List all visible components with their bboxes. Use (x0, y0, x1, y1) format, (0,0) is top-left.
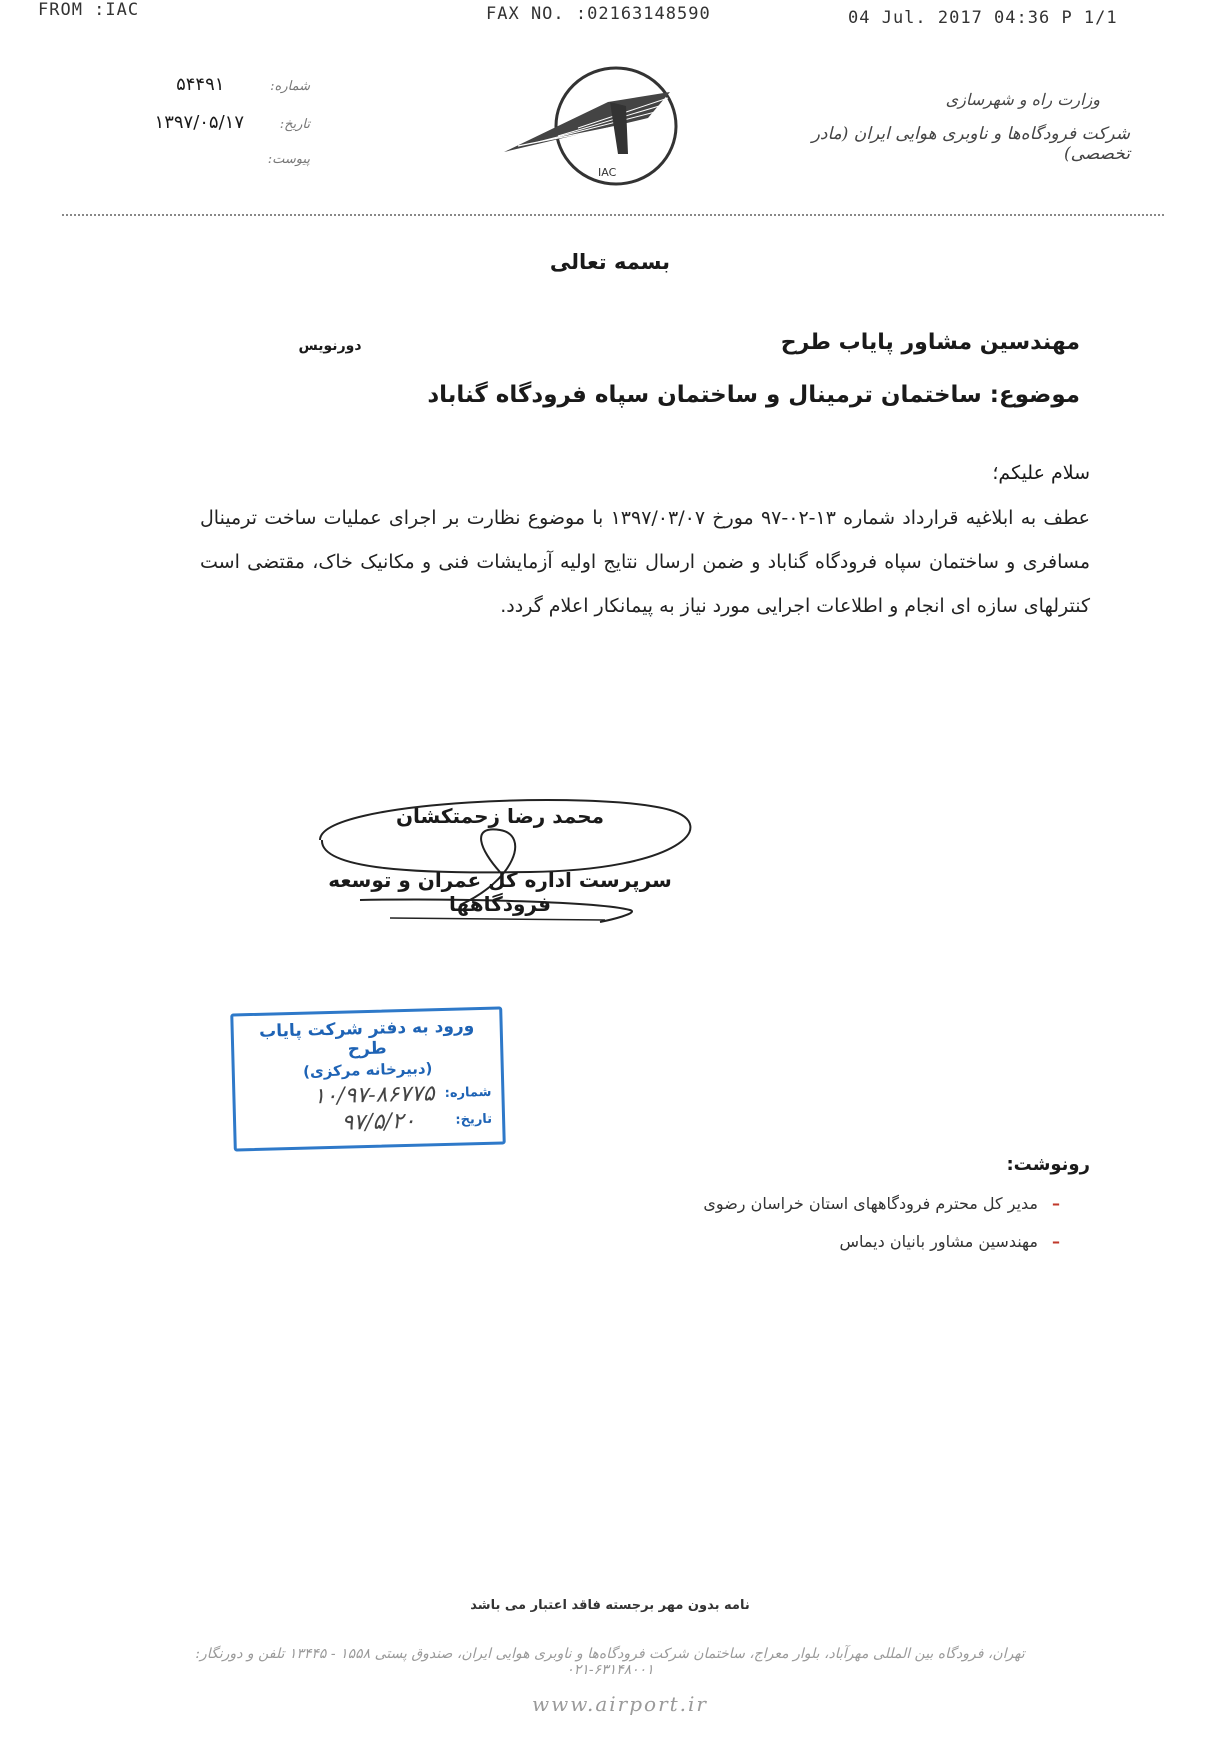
letter-number-label: شماره: (270, 79, 310, 94)
letter-number-row (110, 74, 310, 95)
footer-address: تهران، فرودگاه بین المللی مهرآباد، بلوار معراج، ساختمان شرکت فرودگاه‌ها و ناوبری هوایی ایران، صندوق پستی ۱۵۵۸ - ۱۳۴۴۵ تلفن و دورنگار: ۶۳۱۴۸۰۰۱-۰۲۱ (195, 1646, 1025, 1678)
ministry-name: وزارت راه و شهرسازی (945, 90, 1100, 109)
stamp-title: ورود به دفتر شرکت پایاب طرح (258, 1016, 475, 1060)
header-divider (62, 214, 1164, 216)
stamp-date-value: ۹۷/۵/۲۰ (341, 1108, 416, 1136)
received-stamp (230, 1006, 506, 1151)
signatory-name: محمد رضا زحمتکشان (395, 804, 605, 828)
cc-bullet-icon: – (1052, 1232, 1060, 1251)
cc-item (560, 1194, 1060, 1213)
greeting: سلام علیکم؛ (992, 462, 1090, 484)
recipient: مهندسین مشاور پایاب طرح (780, 330, 1080, 355)
company-name: شرکت فرودگاه‌ها و ناوبری هوایی ایران (مادر تخصصی) (811, 124, 1130, 164)
fax-from: FROM :IAC (38, 0, 140, 20)
cc-bullet-icon: – (1052, 1194, 1060, 1213)
letter-number-value: ۵۴۴۹۱ (176, 74, 225, 95)
cc-item (560, 1232, 1060, 1251)
fax-number: FAX NO. :02163148590 (486, 4, 711, 24)
footer-note: نامه بدون مهر برجسته فاقد اعتبار می باشد (470, 1598, 750, 1613)
fax-date-time: 04 Jul. 2017 04:36 P 1/1 (848, 8, 1118, 28)
stamp-number-row (245, 1080, 492, 1111)
letter-attachment-label: پیوست: (267, 152, 310, 167)
cc-item-text: مدیر کل محترم فرودگاههای استان خراسان رضوی (703, 1194, 1038, 1213)
iac-logo (498, 62, 688, 192)
letter-body: عطف به ابلاغیه قرارداد شماره ۱۳-۰۲-۹۷ مورخ ۱۳۹۷/۰۳/۰۷ با موضوع نظارت بر اجرای عملیات ساخت ترمینال مسافری و ساختمان سپاه فرودگاه گناباد و ضمن ارسال نتایج اولیه آزمایشات فنی و مکانیک خاک، مقتضی است کنترلهای سازه ای انجام و اطلاعات اجرایی مورد نیاز به پیمانکار اعلام گردد. (200, 507, 1091, 617)
stamp-number-value: ۱۰/۹۷-۸۶۷۷۵ (313, 1081, 435, 1110)
cc-heading: رونوشت: (1006, 1154, 1090, 1175)
stamp-subtitle: (دبیرخانه مرکزی) (302, 1059, 433, 1081)
invocation: بسمه تعالی (549, 250, 671, 274)
footer-website: www.airport.ir (532, 1692, 708, 1716)
letter-date-row (110, 112, 310, 133)
subject: موضوع: ساختمان ترمینال و ساختمان سپاه فرودگاه گناباد (427, 382, 1080, 408)
letter-date-value: ۱۳۹۷/۰۵/۱۷ (154, 112, 245, 133)
logo-text: IAC (598, 166, 617, 179)
stamp-date-row (246, 1107, 493, 1138)
fax-note: دورنویس (298, 338, 362, 354)
stamp-date-label: تاریخ: (455, 1111, 493, 1128)
signature-block (300, 780, 720, 940)
letter-date-label: تاریخ: (279, 117, 310, 132)
signatory-title: سرپرست اداره کل عمران و توسعه فرودگاهها (328, 868, 672, 916)
stamp-number-label: شماره: (444, 1084, 492, 1101)
iac-logo-icon (498, 62, 688, 192)
cc-item-text: مهندسین مشاور بانیان دیماس (839, 1232, 1038, 1251)
